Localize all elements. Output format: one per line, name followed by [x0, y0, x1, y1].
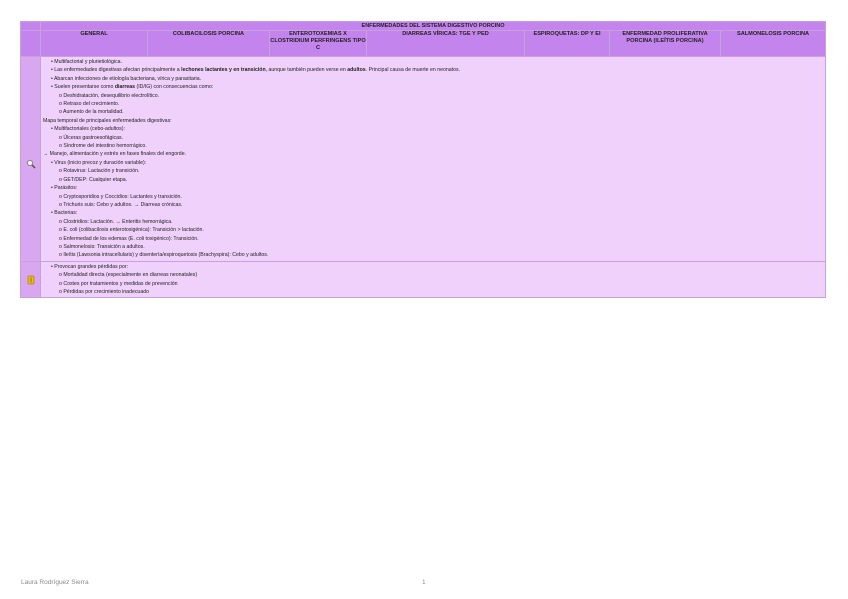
text-run: o E. coli (colibacilosis enterotoxigénica): Transición > lactación.	[59, 227, 204, 234]
text-line	[41, 193, 825, 201]
text-run: o Ileítis (Lawsonia intracellularis) y disentería/espiroquetosis (Brachyspira): Cebo y adultos.	[59, 252, 269, 259]
text-line	[41, 176, 825, 184]
text-run: • Bacterias:	[51, 210, 78, 217]
row-marker-cell	[21, 57, 41, 262]
text-run: o Trichuris suis: Cebo y adultos. → Diarreas crónicas.	[59, 201, 183, 208]
footer-author: Laura Rodríguez Sierra	[21, 579, 89, 586]
general-lines	[41, 58, 825, 260]
text-line	[41, 100, 825, 108]
text-line	[41, 235, 825, 243]
text-run: • Abarcan infecciones de etiología bacteriana, vírica y parasitaria.	[51, 75, 202, 82]
text-line	[41, 58, 825, 66]
text-run: • Multifactoriales (cebo-adultos):	[51, 126, 125, 133]
text-line	[41, 263, 825, 271]
text-run: (ID/IG) con consecuencias como:	[135, 84, 214, 91]
text-run: o Pérdidas por crecimiento inadecuado	[59, 288, 149, 295]
text-run: o Úlceras gastroesofágicas.	[59, 134, 124, 141]
text-run: • Parásitos:	[51, 185, 78, 192]
magnifier-icon	[26, 159, 36, 171]
general-cell	[41, 57, 826, 262]
text-run: • Virus (inicio precoz y duración variable):	[51, 159, 147, 166]
text-line	[41, 150, 825, 158]
text-line	[41, 243, 825, 251]
text-run: o Aumento de la mortalidad.	[59, 109, 124, 116]
text-run: o Clostridios: Lactación. → Enteritis hemorrágica.	[59, 218, 173, 225]
text-line	[41, 108, 825, 116]
column-header-enterotoxemias: ENTEROTOXEMIAS X CLOSTRIDIUM PERFRINGENS TIPO C	[270, 31, 367, 57]
text-run: o Costes por tratamientos y medidas de prevención	[59, 280, 178, 287]
text-line	[41, 117, 825, 125]
text-line	[41, 66, 825, 74]
corner-cell	[21, 31, 41, 57]
bold-text: diarreas	[114, 84, 136, 91]
text-run: → Manejo, alimentación y estrés en fases finales del engorde.	[43, 151, 187, 158]
column-header-ileitis: ENFERMEDAD PROLIFERATIVA PORCINA (ILEÍTIS PORCINA)	[610, 31, 721, 57]
text-line	[41, 142, 825, 150]
text-run: o Mortalidad directa (especialmente en diarreas neonatales)	[59, 272, 198, 279]
text-line	[41, 226, 825, 234]
footer-page-number: 1	[422, 579, 426, 586]
text-run: • Suelen presentarse como	[51, 84, 115, 91]
text-run: . Principal causa de muerte en neonatos.	[365, 67, 461, 74]
text-line	[41, 280, 825, 288]
coin-icon	[27, 275, 35, 287]
text-line	[41, 271, 825, 279]
corner-cell	[21, 22, 41, 31]
row-marker-cell	[21, 261, 41, 298]
text-run: Mapa temporal de principales enfermedades digestivas:	[43, 117, 172, 124]
bold-text: adultos	[347, 67, 366, 74]
losses-lines	[41, 263, 825, 297]
text-line	[41, 134, 825, 142]
column-header-salmonelosis: SALMONELOSIS PORCINA	[721, 31, 826, 57]
text-run: • Multifactorial y plurietiológica.	[51, 59, 123, 65]
column-header-espiroquetas: ESPIROQUETAS: DP Y EI	[525, 31, 610, 57]
column-header-general: GENERAL	[41, 31, 148, 57]
text-run: o Rotavirus: Lactación y transición.	[59, 168, 140, 175]
text-line	[41, 209, 825, 217]
table-title: ENFERMEDADES DEL SISTEMA DIGESTIVO PORCINO	[41, 22, 826, 31]
text-run: o GET/DEP: Cualquier etapa.	[59, 176, 128, 183]
text-run: o Deshidratación, desequilibrio electrolítico.	[59, 92, 160, 99]
text-run: • Provocan grandes pérdidas por:	[51, 263, 129, 270]
text-run: , aunque también pueden verse en	[265, 67, 348, 74]
column-header-diarreas-viricas: DIARREAS VÍRICAS: TGE Y PED	[367, 31, 525, 57]
text-run: o Salmonelosis: Transición a adultos.	[59, 243, 145, 250]
column-header-colibacilosis: COLIBACILOSIS PORCINA	[148, 31, 270, 57]
text-line	[41, 75, 825, 83]
text-run: • Las enfermedades digestivas afectan principalmente a	[51, 67, 182, 74]
diseases-table	[20, 21, 826, 298]
losses-cell	[41, 261, 826, 298]
bold-text: lechones lactantes y en transición	[181, 67, 266, 74]
text-line	[41, 201, 825, 209]
text-line	[41, 288, 825, 296]
text-line	[41, 184, 825, 192]
text-run: o Cryptosporidios y Coccidios: Lactantes y transición.	[59, 193, 182, 200]
text-line	[41, 251, 825, 259]
text-run: o Retraso del crecimiento.	[59, 101, 120, 108]
text-line	[41, 125, 825, 133]
text-run: o Enfermedad de los edemas (E. coli toxigénico): Transición.	[59, 235, 199, 242]
text-line	[41, 92, 825, 100]
text-line	[41, 83, 825, 91]
text-line	[41, 167, 825, 175]
text-run: o Síndrome del intestino hemorrágico.	[59, 143, 147, 150]
text-line	[41, 159, 825, 167]
text-line	[41, 218, 825, 226]
